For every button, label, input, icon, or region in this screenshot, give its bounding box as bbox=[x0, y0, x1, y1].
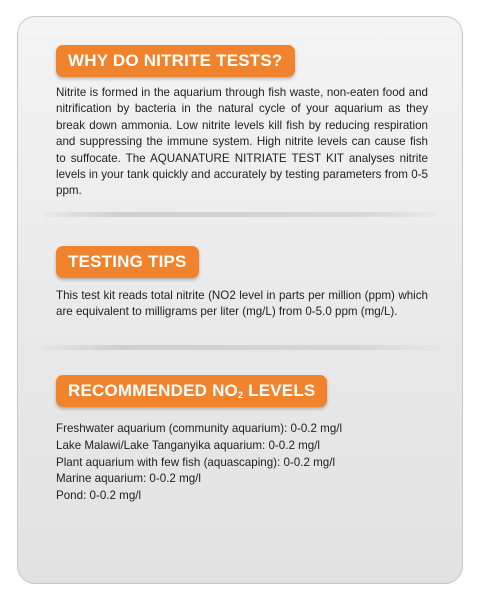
list-item: Marine aquarium: 0-0.2 mg/l bbox=[56, 472, 201, 486]
list-item: Pond: 0-0.2 mg/l bbox=[56, 489, 142, 503]
section-title-testing-tips bbox=[56, 246, 199, 278]
section-title-text: TESTING TIPS bbox=[68, 252, 187, 271]
section-title-why-nitrite-tests bbox=[56, 45, 295, 77]
section-title-recommended-levels bbox=[56, 375, 327, 407]
list-item: Lake Malawi/Lake Tanganyika aquarium: 0-0.2 mg/l bbox=[56, 438, 321, 452]
section-title-subscript: 2 bbox=[237, 390, 244, 400]
section-divider bbox=[42, 212, 438, 217]
section-body-why-nitrite-tests: Nitrite is formed in the aquarium through fish waste, non-eaten food and nitrification by bacteria in the natural cycle of your aquarium as they break down ammonia. Low nitrite levels kill fish by reducing respiration and suppressing the immune system. High nitrite levels can cause fish to suffocate. The AQUANATURE NITRIATE TEST KIT analyses nitrite levels in your tank quickly and accurately by testing parameters from 0-5 ppm. bbox=[56, 86, 428, 198]
section-body-testing-tips: This test kit reads total nitrite (NO2 level in parts per million (ppm) which are equivalent to milligrams per liter (mg/L) from 0-5.0 ppm (mg/L). bbox=[56, 289, 428, 319]
list-item: Plant aquarium with few fish (aquascaping): 0-0.2 mg/l bbox=[56, 455, 336, 469]
recommended-levels-list bbox=[56, 421, 342, 505]
section-title-suffix: LEVELS bbox=[243, 381, 316, 400]
list-item: Freshwater aquarium (community aquarium): 0-0.2 mg/l bbox=[56, 422, 343, 435]
section-divider bbox=[42, 345, 438, 350]
section-title-prefix: RECOMMENDED NO bbox=[68, 381, 238, 400]
section-title-text: WHY DO NITRITE TESTS? bbox=[68, 51, 283, 70]
